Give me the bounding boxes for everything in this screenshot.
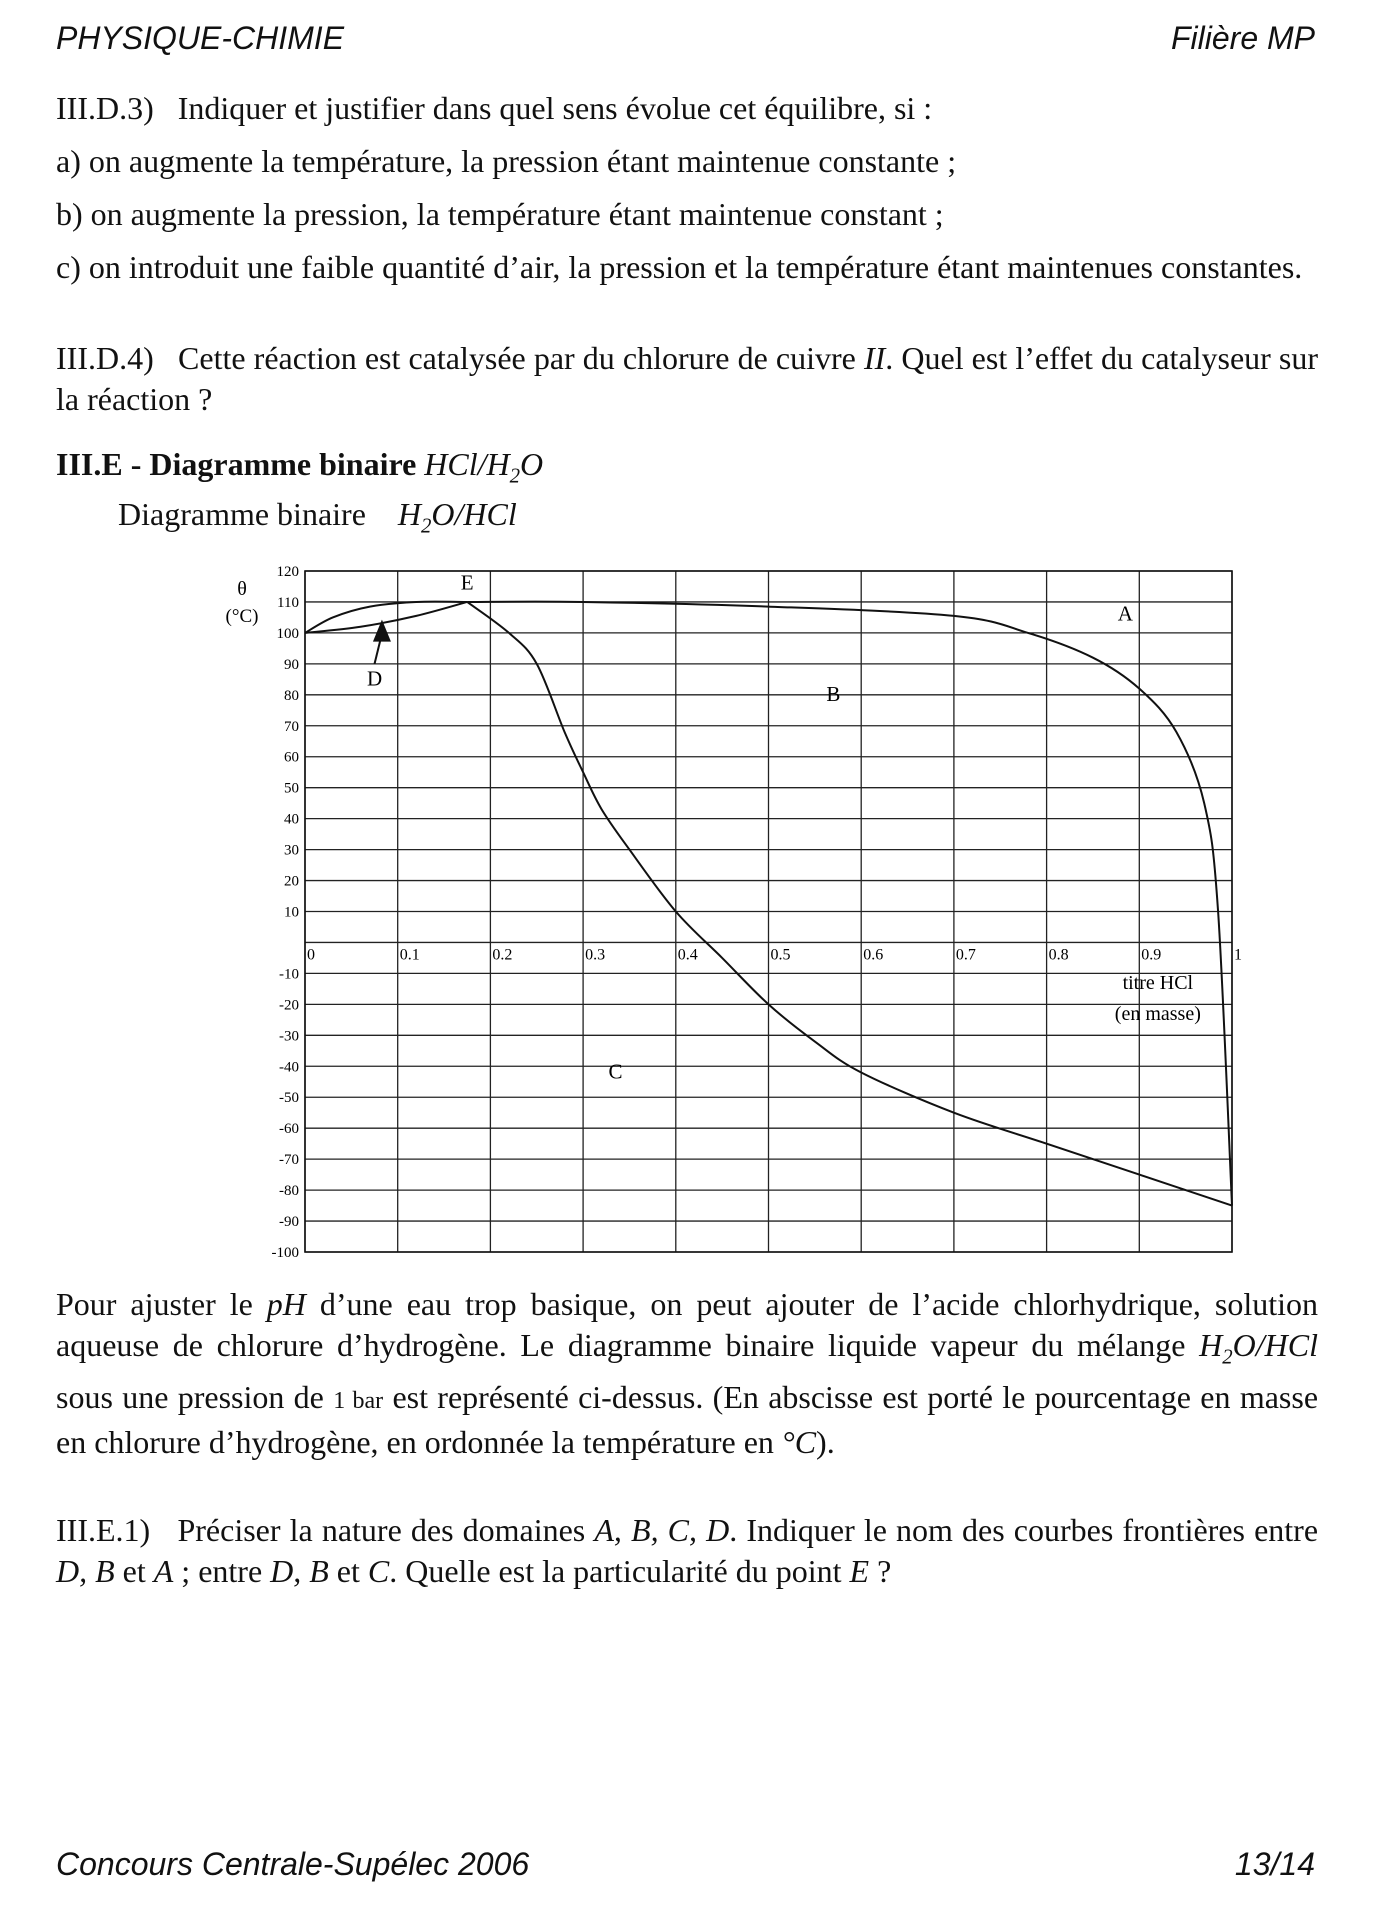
y-tick-label: -20 xyxy=(279,997,299,1014)
y-tick-label: 50 xyxy=(284,780,299,797)
y-tick-label: 10 xyxy=(284,904,299,921)
y-tick-label: -80 xyxy=(279,1183,299,1200)
y-tick-label: -50 xyxy=(279,1090,299,1107)
x-tick-label: 0.2 xyxy=(492,946,513,964)
series-curve xyxy=(467,602,1232,1206)
header-subject: PHYSIQUE-CHIMIE xyxy=(56,20,345,56)
y-tick-label: -30 xyxy=(279,1028,299,1045)
footer-page-number: 13/14 xyxy=(1234,1846,1315,1882)
section-title: III.E - Diagramme binaire xyxy=(56,446,417,482)
region-label-C: C xyxy=(608,1059,623,1084)
series-curve xyxy=(305,602,467,633)
x-tick-label: 0.6 xyxy=(863,946,884,964)
x-tick-label: 0.9 xyxy=(1141,946,1162,964)
y-tick-label: 100 xyxy=(276,625,299,642)
math-roman-two: II xyxy=(863,340,886,376)
section-e-title xyxy=(56,444,1318,496)
question-d3-c: c) on introduit une faible quantité d’air, la pression et la température étant maintenues constantes. xyxy=(56,249,1303,285)
series-curve xyxy=(305,602,467,633)
math-degree-celsius: °C xyxy=(781,1424,817,1461)
region-label-A: A xyxy=(1117,601,1133,626)
question-text: Indiquer et justifier dans quel sens évolue cet équilibre, si : xyxy=(177,90,933,126)
question-d3-b: b) on augmente la pression, la température étant maintenue constant ; xyxy=(56,196,944,232)
x-tick-label: 0 xyxy=(307,946,315,964)
math-ph: pH xyxy=(266,1286,306,1322)
header-track: Filière MP xyxy=(1170,20,1315,56)
pressure-unit: 1 bar xyxy=(333,1388,384,1415)
y-tick-label: 110 xyxy=(277,594,299,611)
section-formula: HCl/$H_2O$ xyxy=(424,446,544,488)
y-tick-label: -40 xyxy=(279,1059,299,1076)
question-number: III.D.3) xyxy=(56,90,154,126)
body-paragraph: Pour ajuster le pH d’une eau trop basique, on peut ajouter de l’acide chlorhydrique, solution aqueuse de chlorure d’hydrogène. Le diagramme binaire liquide vapeur du mélange $H_2O$/HCl sous une pression de 1 bar est représenté ci-dessus. (En abscisse est porté le pourcentage en masse en chlorure d’hydrogène, en ordonnée la température en °C). xyxy=(56,1286,1319,1461)
x-tick-label: 0.8 xyxy=(1048,946,1069,964)
question-d3 xyxy=(56,88,1318,288)
x-tick-label: 0.7 xyxy=(955,946,976,964)
x-tick-label: 0.4 xyxy=(677,946,698,964)
y-tick-label: 90 xyxy=(284,656,299,673)
y-tick-label: -70 xyxy=(279,1152,299,1169)
binary-diagram-chart xyxy=(200,555,1250,1265)
x-axis-subtitle: (en masse) xyxy=(1114,1002,1201,1025)
x-tick-label: 0.3 xyxy=(585,946,606,964)
y-tick-label: 120 xyxy=(276,564,299,580)
y-tick-label: 80 xyxy=(284,687,299,704)
question-number: III.D.4) xyxy=(56,340,154,376)
y-tick-label: 20 xyxy=(284,873,299,890)
x-tick-label: 0.5 xyxy=(770,946,791,964)
y-axis-unit: (°C) xyxy=(225,606,259,627)
x-tick-label: 1 xyxy=(1234,946,1242,964)
y-tick-label: 60 xyxy=(284,749,299,766)
question-d3-intro xyxy=(56,88,1318,129)
y-tick-label: 40 xyxy=(284,811,299,828)
y-tick-label: 30 xyxy=(284,842,299,859)
y-tick-label: -90 xyxy=(279,1214,299,1231)
figure-caption xyxy=(118,494,918,546)
math-h2o-hcl: $H_2O$/HCl xyxy=(1199,1327,1319,1369)
y-tick-label: 70 xyxy=(284,718,299,735)
y-tick-label: -10 xyxy=(279,966,299,983)
y-tick-label: -100 xyxy=(271,1245,299,1261)
region-label-E: E xyxy=(460,570,474,595)
y-axis-symbol: θ xyxy=(237,578,247,600)
figure-caption-formula: $H_2O$/HCl xyxy=(397,496,517,538)
question-text-end: . Quel est l’effet du catalyseur sur la réaction ? xyxy=(56,340,1319,417)
question-text: Cette réaction est catalysée par du chlorure de cuivre xyxy=(178,340,856,376)
region-label-D: D xyxy=(366,666,383,691)
question-d3-a: a) on augmente la température, la pression étant maintenue constante ; xyxy=(56,143,957,179)
series-curve xyxy=(467,602,1232,1206)
y-tick-label: -60 xyxy=(279,1121,299,1138)
x-tick-label: 0.1 xyxy=(399,946,420,964)
question-number: III.E.1) xyxy=(56,1512,151,1548)
region-label-B: B xyxy=(826,682,841,707)
arrow-head xyxy=(373,620,391,642)
question-d4 xyxy=(56,338,1318,420)
x-axis-title: titre HCl xyxy=(1122,971,1194,994)
footer-contest: Concours Centrale-Supélec 2006 xyxy=(56,1846,530,1882)
figure-caption-text: Diagramme binaire xyxy=(118,496,366,532)
question-e1: III.E.1) Préciser la nature des domaines A, B, C, D. Indiquer le nom des courbes frontières entre D, B et A ; entre D, B et C. Quelle est la particularité du point E ? xyxy=(56,1512,1319,1589)
